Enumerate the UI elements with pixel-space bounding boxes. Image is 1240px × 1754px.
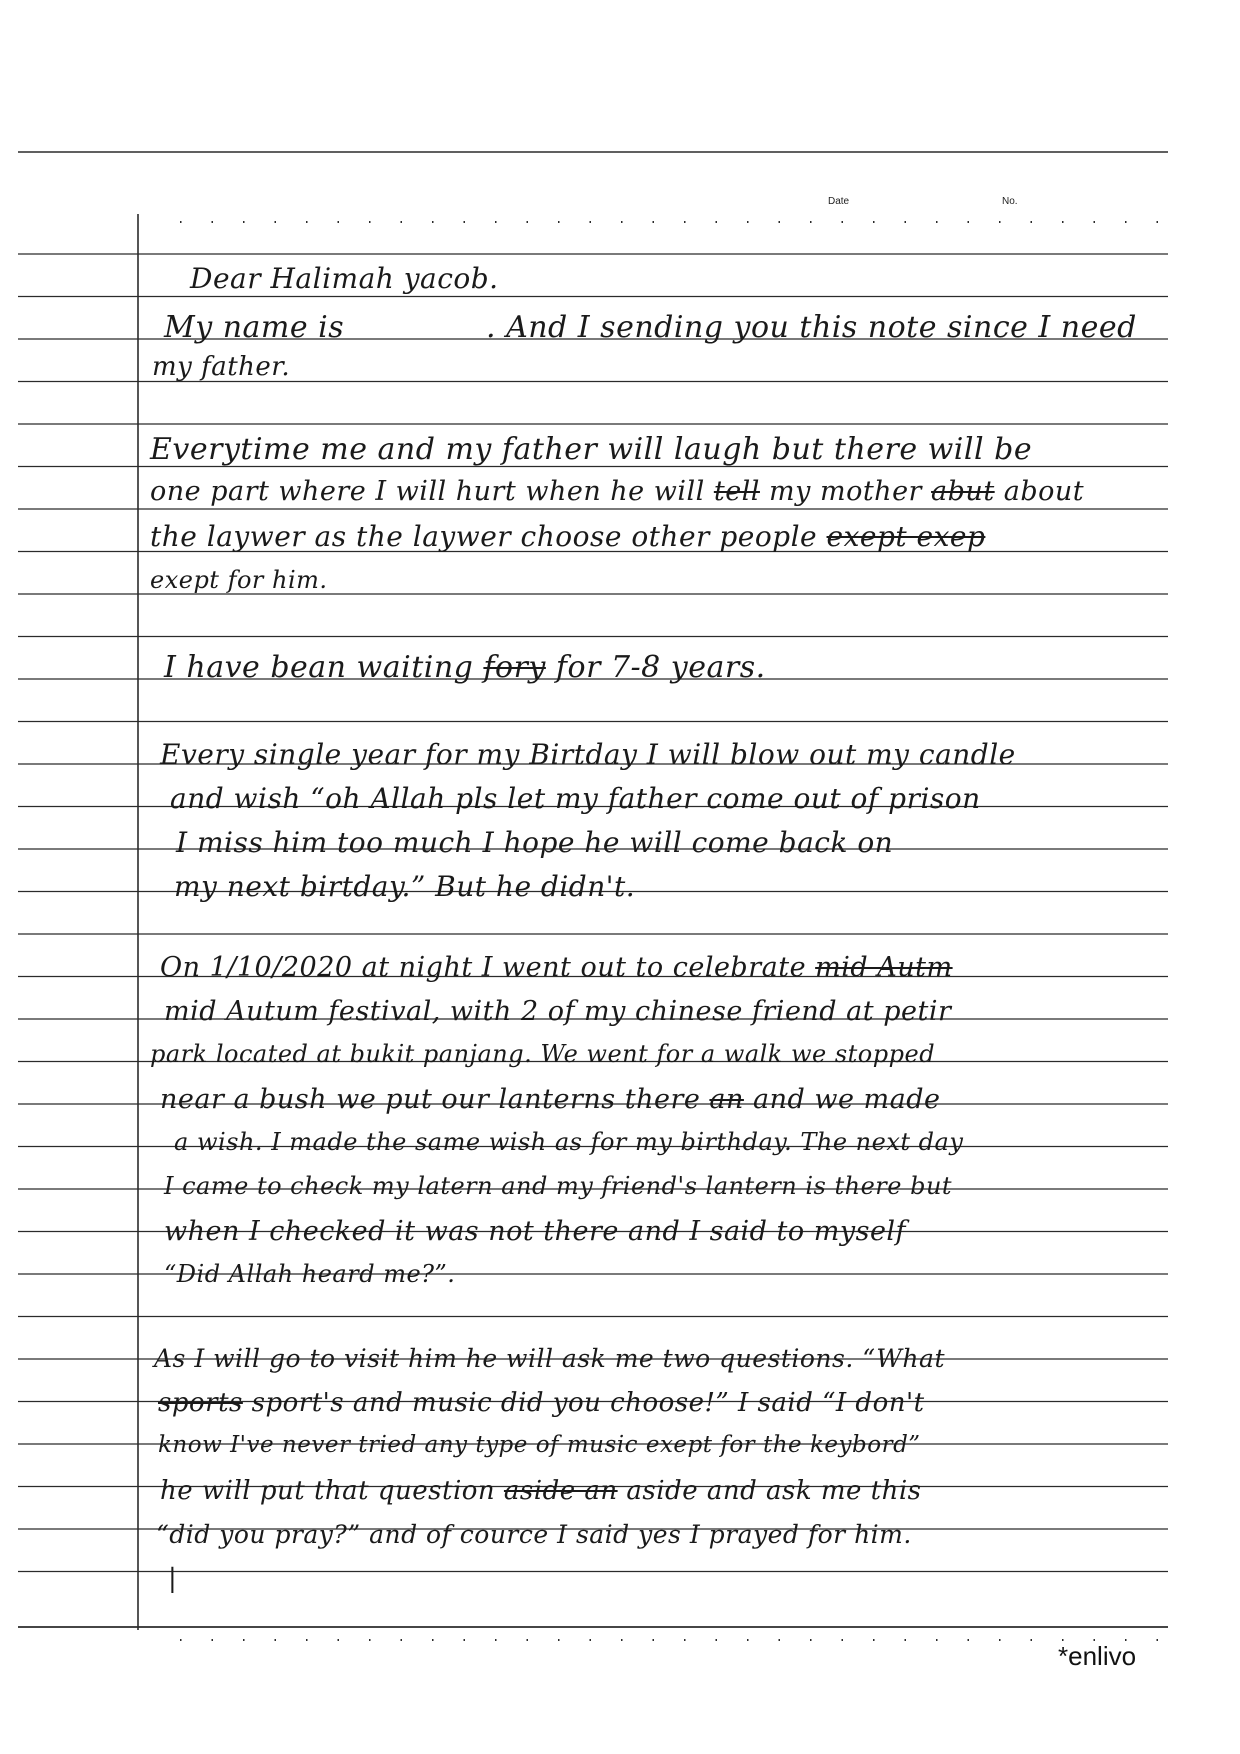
text-line: exept for him. — [150, 566, 328, 594]
text-line: my father. — [152, 352, 291, 382]
text-line: Everytime me and my father will laugh but there will be — [150, 432, 1033, 467]
greeting-line: Dear Halimah yacob. — [190, 262, 499, 295]
text-line: My name is — [164, 310, 345, 345]
text-line: know I've never tried any type of music exept for the keybord” — [158, 1432, 921, 1458]
crossed-out-word: an — [709, 1084, 744, 1115]
text-line: near a bush we put our lanterns there an and we made — [160, 1084, 941, 1115]
crossed-out-word: fory — [483, 650, 546, 685]
text-line: a wish. I made the same wish as for my birthday. The next day — [174, 1128, 964, 1156]
text-line: one part where I will hurt when he will tell my mother abut about — [150, 476, 1085, 507]
crossed-out-word: abut — [931, 476, 995, 507]
text-line: . And I sending you this note since I need — [486, 310, 1137, 345]
text-line: I came to check my latern and my friend's lantern is there but — [164, 1172, 953, 1200]
crossed-out-word: tell — [713, 476, 760, 507]
crossed-out-word: mid Autm — [815, 952, 953, 983]
stray-mark: | — [168, 1564, 178, 1594]
text-line: I miss him too much I hope he will come back on — [176, 826, 894, 859]
crossed-out-word: exept exep — [826, 520, 986, 553]
text-line: “did you pray?” and of cource I said yes I prayed for him. — [156, 1520, 912, 1549]
text-line: Every single year for my Birtday I will blow out my candle — [160, 738, 1016, 771]
date-label: Date — [828, 196, 850, 207]
text-line: I have bean waiting fory for 7-8 years. — [164, 650, 766, 685]
text-line: mid Autum festival, with 2 of my chinese friend at petir — [164, 996, 952, 1027]
crossed-out-word: aside an — [503, 1476, 618, 1506]
crossed-out-word: sports — [158, 1388, 243, 1418]
text-line: sports sport's and music did you choose!” I said “I don't — [158, 1388, 925, 1418]
text-line: the laywer as the laywer choose other people exept exep — [150, 520, 986, 553]
text-line: he will put that question aside an aside and ask me this — [160, 1476, 922, 1506]
text-line: when I checked it was not there and I said to myself — [164, 1216, 907, 1247]
text-line: and wish “oh Allah pls let my father come out of prison — [170, 782, 981, 815]
number-label: No. — [1002, 196, 1018, 207]
text-line: my next birtday.” But he didn't. — [174, 870, 636, 903]
text-line: “Did Allah heard me?”. — [164, 1260, 456, 1288]
text-line: As I will go to visit him he will ask me two questions. “What — [154, 1344, 945, 1373]
text-line: On 1/10/2020 at night I went out to celebrate mid Autm — [160, 952, 953, 983]
brand-logo: *enlivo — [1058, 1641, 1137, 1671]
text-line: park located at bukit panjang. We went for a walk we stopped — [150, 1040, 936, 1068]
